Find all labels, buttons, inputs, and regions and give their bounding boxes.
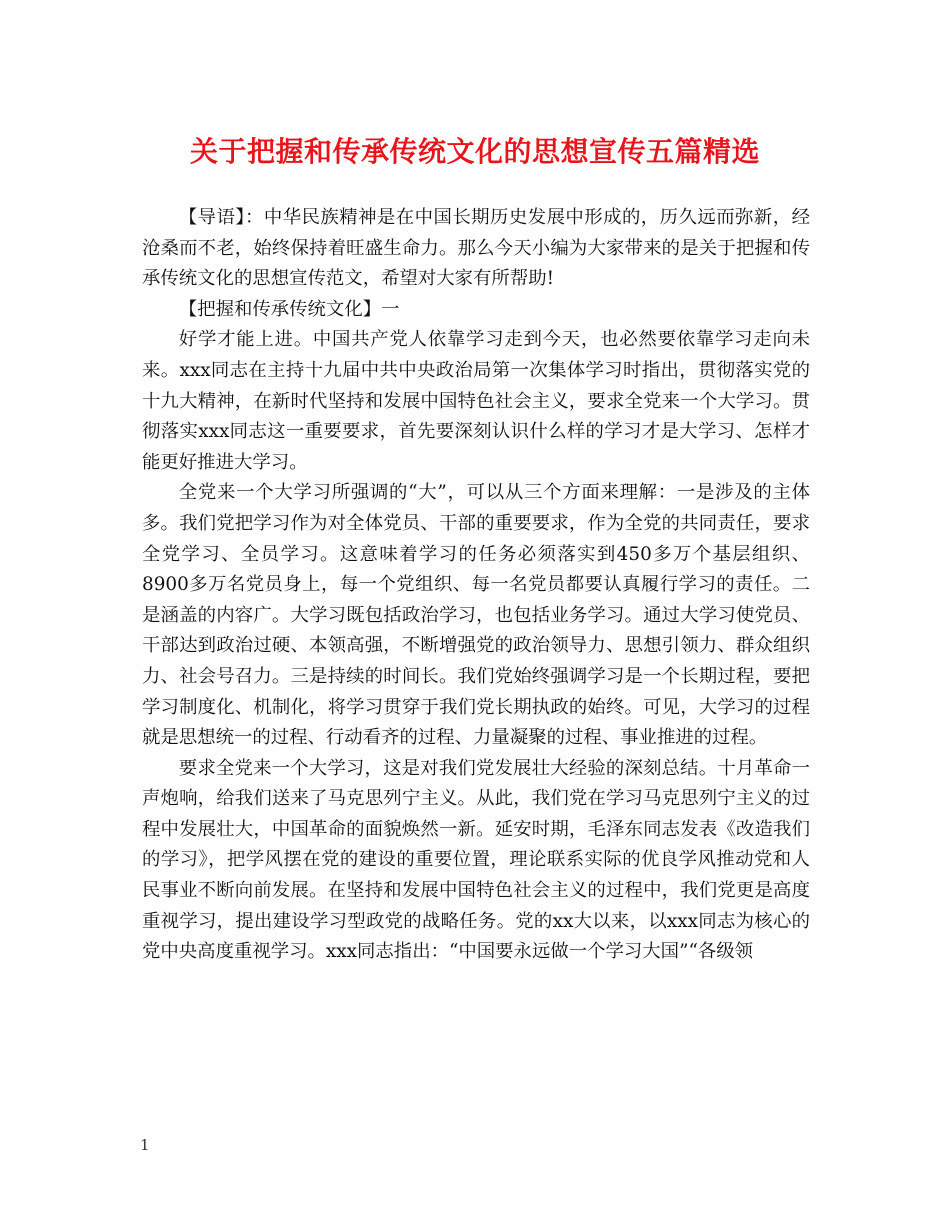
section-heading: 【把握和传承传统文化】一 [178,298,400,320]
body-paragraph: 全党来一个大学习所强调的“大”，可以从三个方面来理解：一是涉及的主体多。我们党把学习作为对全体党员、干部的重要要求，作为全党的共同责任，要求全党学习、全员学习。这意味着学习的任务必须落实到450多万个基层组织、8900多万名党员身上，每一个党组织、每一名党员都要认真履行学习的责任。二是涵盖的内容广。大学习既包括政治学习，也包括业务学习。通过大学习使党员、干部达到政治过硬、本领高强，不断增强党的政治领导力、思想引领力、群众组织力、社会号召力。三是持续的时间长。我们党始终强调学习是一个长期过程，要把学习制度化、机制化，将学习贯穿于我们党长期执政的始终。可见，大学习的过程就是思想统一的过程、行动看齐的过程、力量凝聚的过程、事业推进的过程。 [142,482,810,749]
page-number: 1 [140,1136,150,1154]
document-title: 关于把握和传承传统文化的思想宣传五篇精选 [189,135,760,168]
body-paragraph: 好学才能上进。中国共产党人依靠学习走到今天，也必然要依靠学习走向未来。xxx同志在主持十九届中共中央政治局第一次集体学习时指出，贯彻落实党的十九大精神，在新时代坚持和发展中国特色社会主义，要求全党来一个大学习。贯彻落实xxx同志这一重要要求，首先要深刻认识什么样的学习才是大学习、怎样才能更好推进大学习。 [142,329,810,473]
document-body [142,203,810,968]
body-paragraph: 要求全党来一个大学习，这是对我们党发展壮大经验的深刻总结。十月革命一声炮响，给我们送来了马克思列宁主义。从此，我们党在学习马克思列宁主义的过程中发展壮大，中国革命的面貌焕然一新。延安时期，毛泽东同志发表《改造我们的学习》，把学风摆在党的建设的重要位置，理论联系实际的优良学风推动党和人民事业不断向前发展。在坚持和发展中国特色社会主义的过程中，我们党更是高度重视学习，提出建设学习型政党的战略任务。党的xx大以来，以xxx同志为核心的党中央高度重视学习。xxx同志指出：“中国要永远做一个学习大国”“各级领 [142,757,810,963]
intro-paragraph: 【导语】：中华民族精神是在中国长期历史发展中形成的，历久远而弥新，经沧桑而不老，始终保持着旺盛生命力。那么今天小编为大家带来的是关于把握和传承传统文化的思想宣传范文，希望对大家有所帮助! [142,207,810,290]
